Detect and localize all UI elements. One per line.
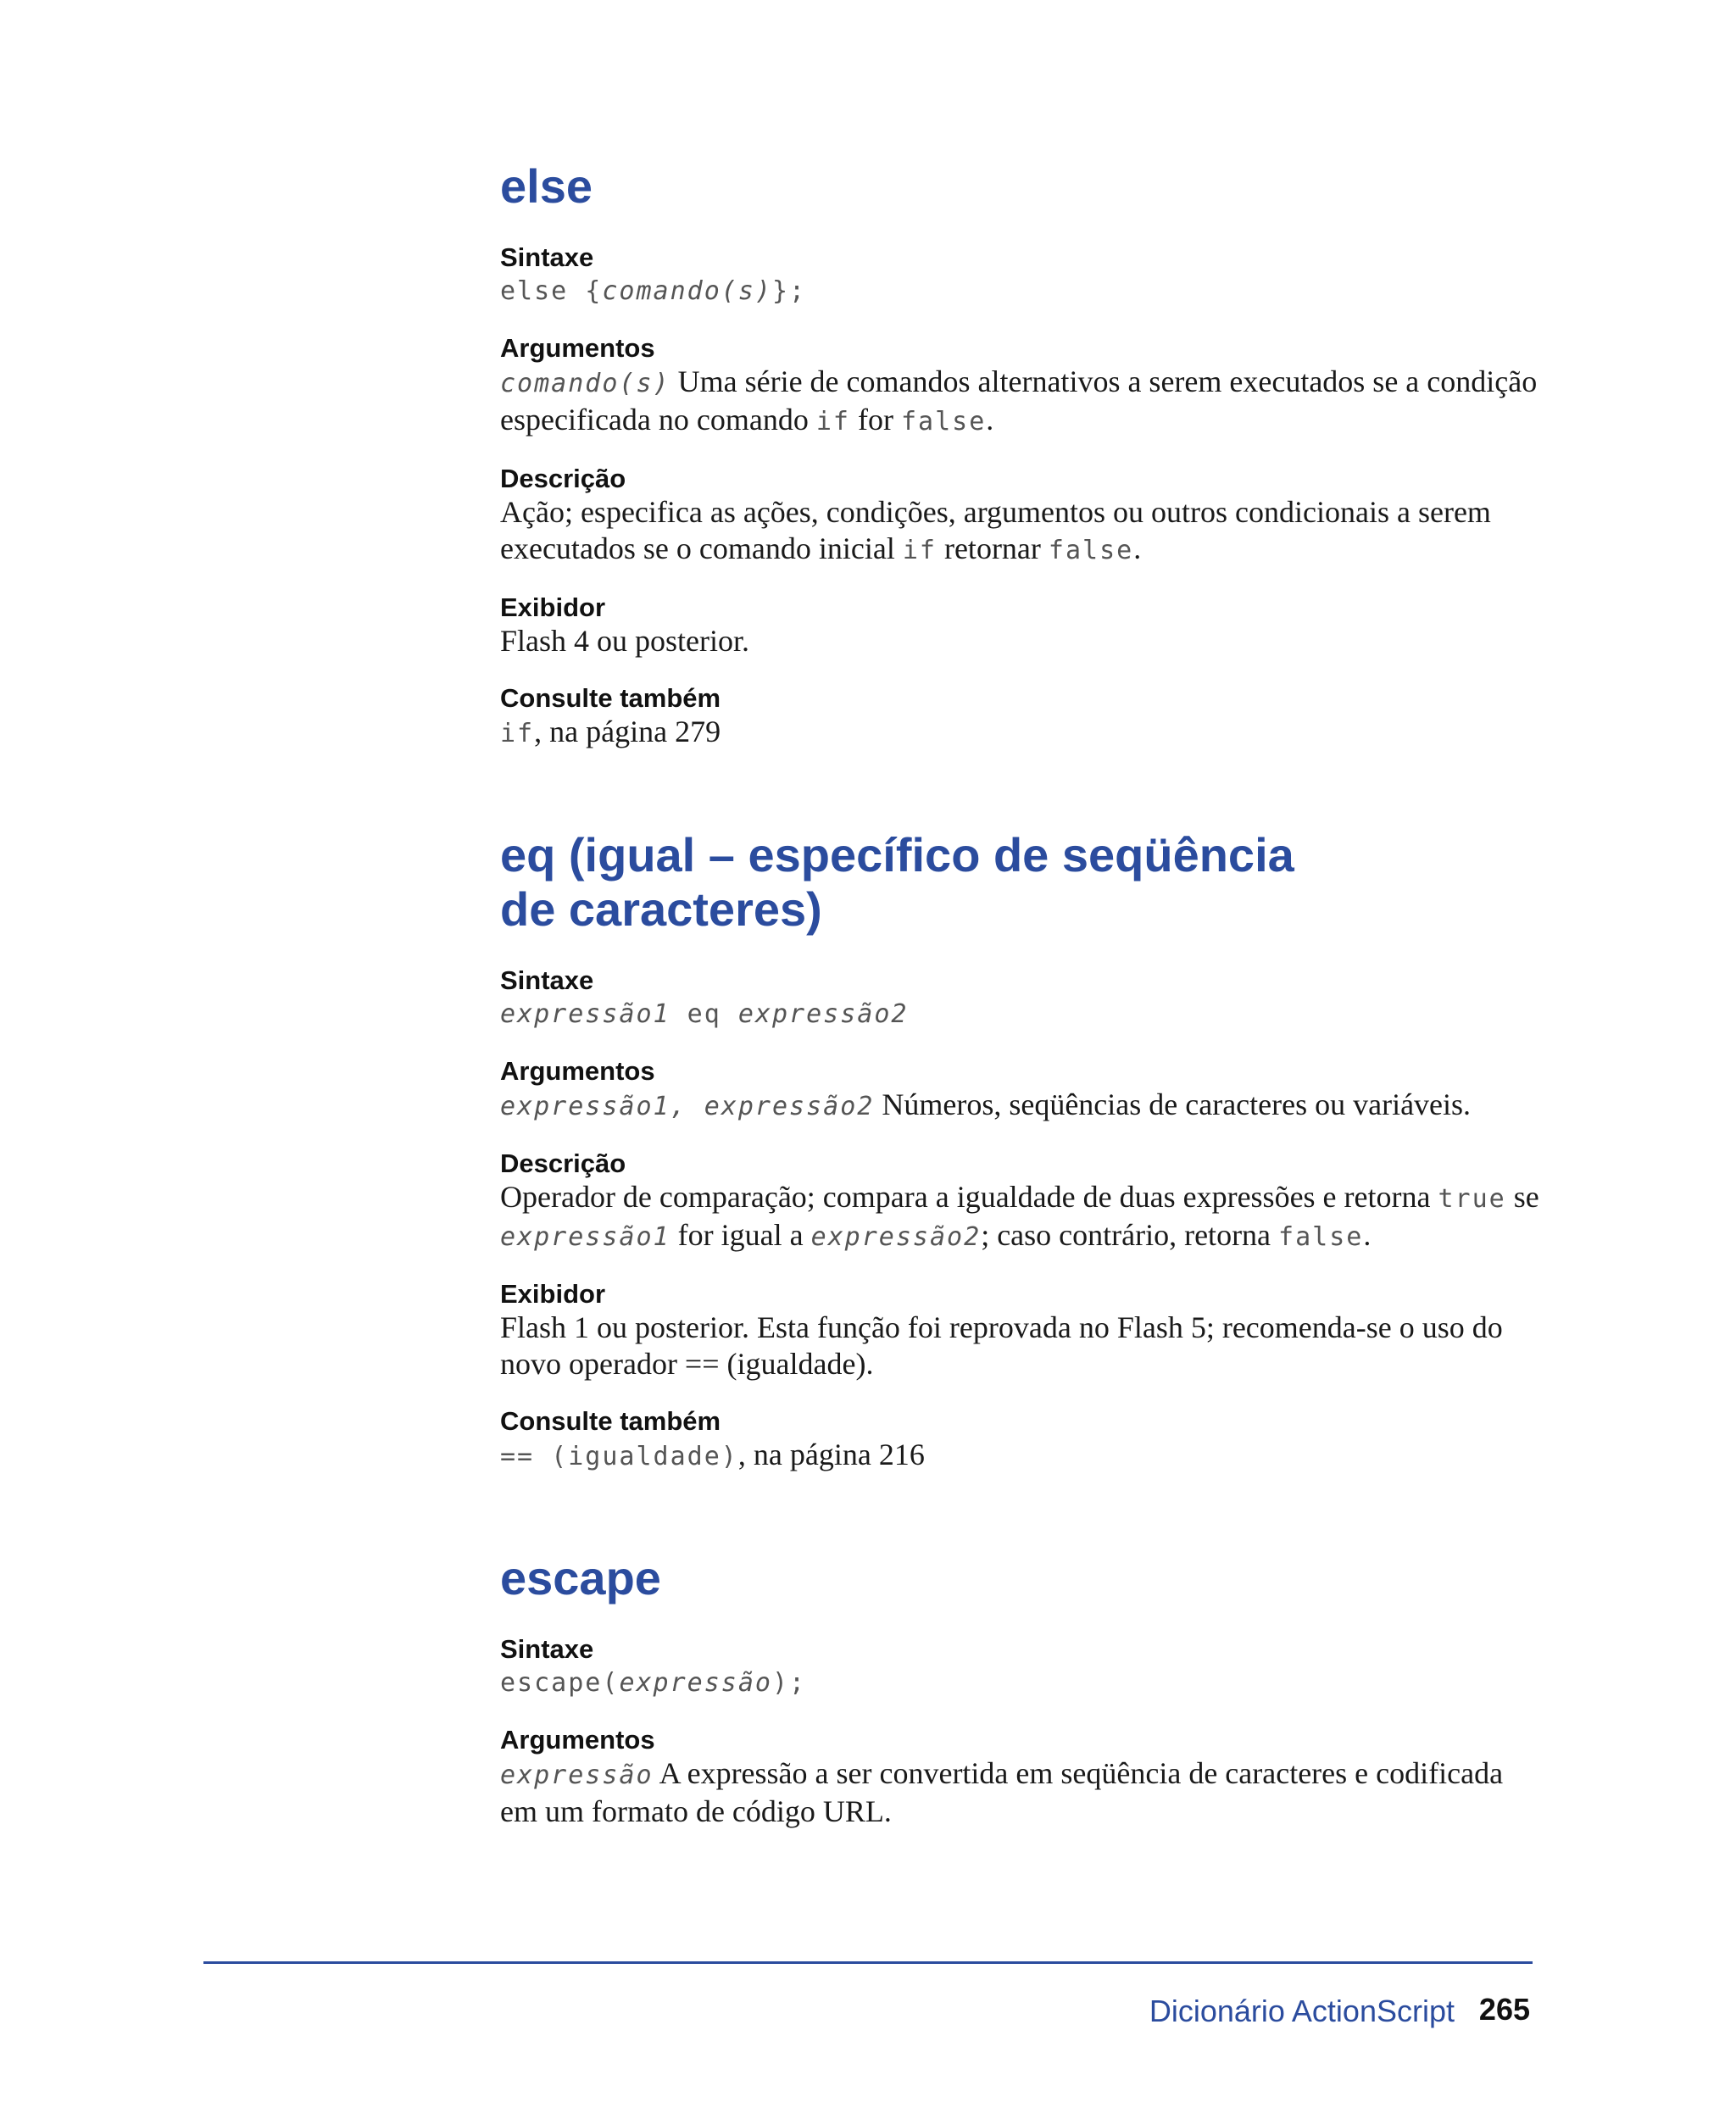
- footer-rule: [203, 1961, 1533, 1964]
- see-also-text: if, na página 279: [500, 715, 721, 748]
- player-label: Exibidor: [500, 1279, 606, 1309]
- player-text: Flash 1 ou posterior. Esta função foi reprovada no Flash 5; recomenda-se o uso do novo operador == (igualdade).: [500, 1310, 1503, 1381]
- player-section: [500, 1279, 1543, 1382]
- syntax-label: Sintaxe: [500, 1634, 594, 1664]
- description-label: Descrição: [500, 1148, 626, 1178]
- arguments-text: expressão1, expressão2 Números, seqüências de caracteres ou variáveis.: [500, 1087, 1472, 1121]
- description-label: Descrição: [500, 464, 626, 493]
- syntax-label: Sintaxe: [500, 965, 594, 995]
- see-also-label: Consulte também: [500, 683, 721, 713]
- arguments-text: comando(s) Uma série de comandos alternativos a serem executados se a condição especificada no comando if for false.: [500, 364, 1538, 437]
- see-also-link[interactable]: == (igualdade): [500, 1442, 738, 1471]
- syntax-section: [500, 242, 1543, 309]
- see-also-section: [500, 683, 1543, 752]
- player-label: Exibidor: [500, 592, 606, 622]
- arguments-section: [500, 333, 1543, 440]
- syntax-section: [500, 1634, 1543, 1701]
- description-text: Operador de comparação; compara a igualdade de duas expressões e retorna true se expressão1 for igual a expressão2; caso contrário, retorna false.: [500, 1180, 1539, 1252]
- arguments-text: expressão A expressão a ser convertida em seqüência de caracteres e codificada em um formato de código URL.: [500, 1756, 1504, 1828]
- see-also-text: == (igualdade), na página 216: [500, 1438, 925, 1471]
- description-section: [500, 1148, 1543, 1255]
- page-number: 265: [1478, 1992, 1530, 2027]
- arguments-label: Argumentos: [500, 1725, 655, 1755]
- see-also-link[interactable]: if: [500, 719, 535, 748]
- entry-eq: [500, 828, 1543, 1475]
- entry-else: [500, 159, 1543, 752]
- entry-title: eq (igual – específico de seqüência de caracteres): [500, 828, 1294, 936]
- syntax-code: else {comando(s)};: [500, 276, 807, 306]
- player-section: [500, 592, 1543, 659]
- footer-title: Dicionário ActionScript: [1149, 1994, 1455, 2028]
- syntax-code: expressão1 eq expressão2: [500, 999, 909, 1029]
- arguments-label: Argumentos: [500, 1056, 655, 1086]
- entry-escape: [500, 1551, 1543, 1830]
- player-text: Flash 4 ou posterior.: [500, 624, 749, 658]
- arguments-section: [500, 1056, 1543, 1125]
- description-section: [500, 464, 1543, 569]
- syntax-code: escape(expressão);: [500, 1668, 807, 1698]
- syntax-section: [500, 965, 1543, 1032]
- see-also-label: Consulte também: [500, 1406, 721, 1436]
- entry-title: else: [500, 159, 593, 213]
- arguments-section: [500, 1725, 1543, 1830]
- see-also-section: [500, 1406, 1543, 1475]
- page-content: [500, 159, 1543, 1906]
- entry-title: escape: [500, 1551, 661, 1605]
- description-text: Ação; especifica as ações, condições, argumentos ou outros condicionais a serem executados se o comando inicial if retornar false.: [500, 495, 1491, 565]
- arguments-label: Argumentos: [500, 333, 655, 363]
- syntax-label: Sintaxe: [500, 242, 594, 272]
